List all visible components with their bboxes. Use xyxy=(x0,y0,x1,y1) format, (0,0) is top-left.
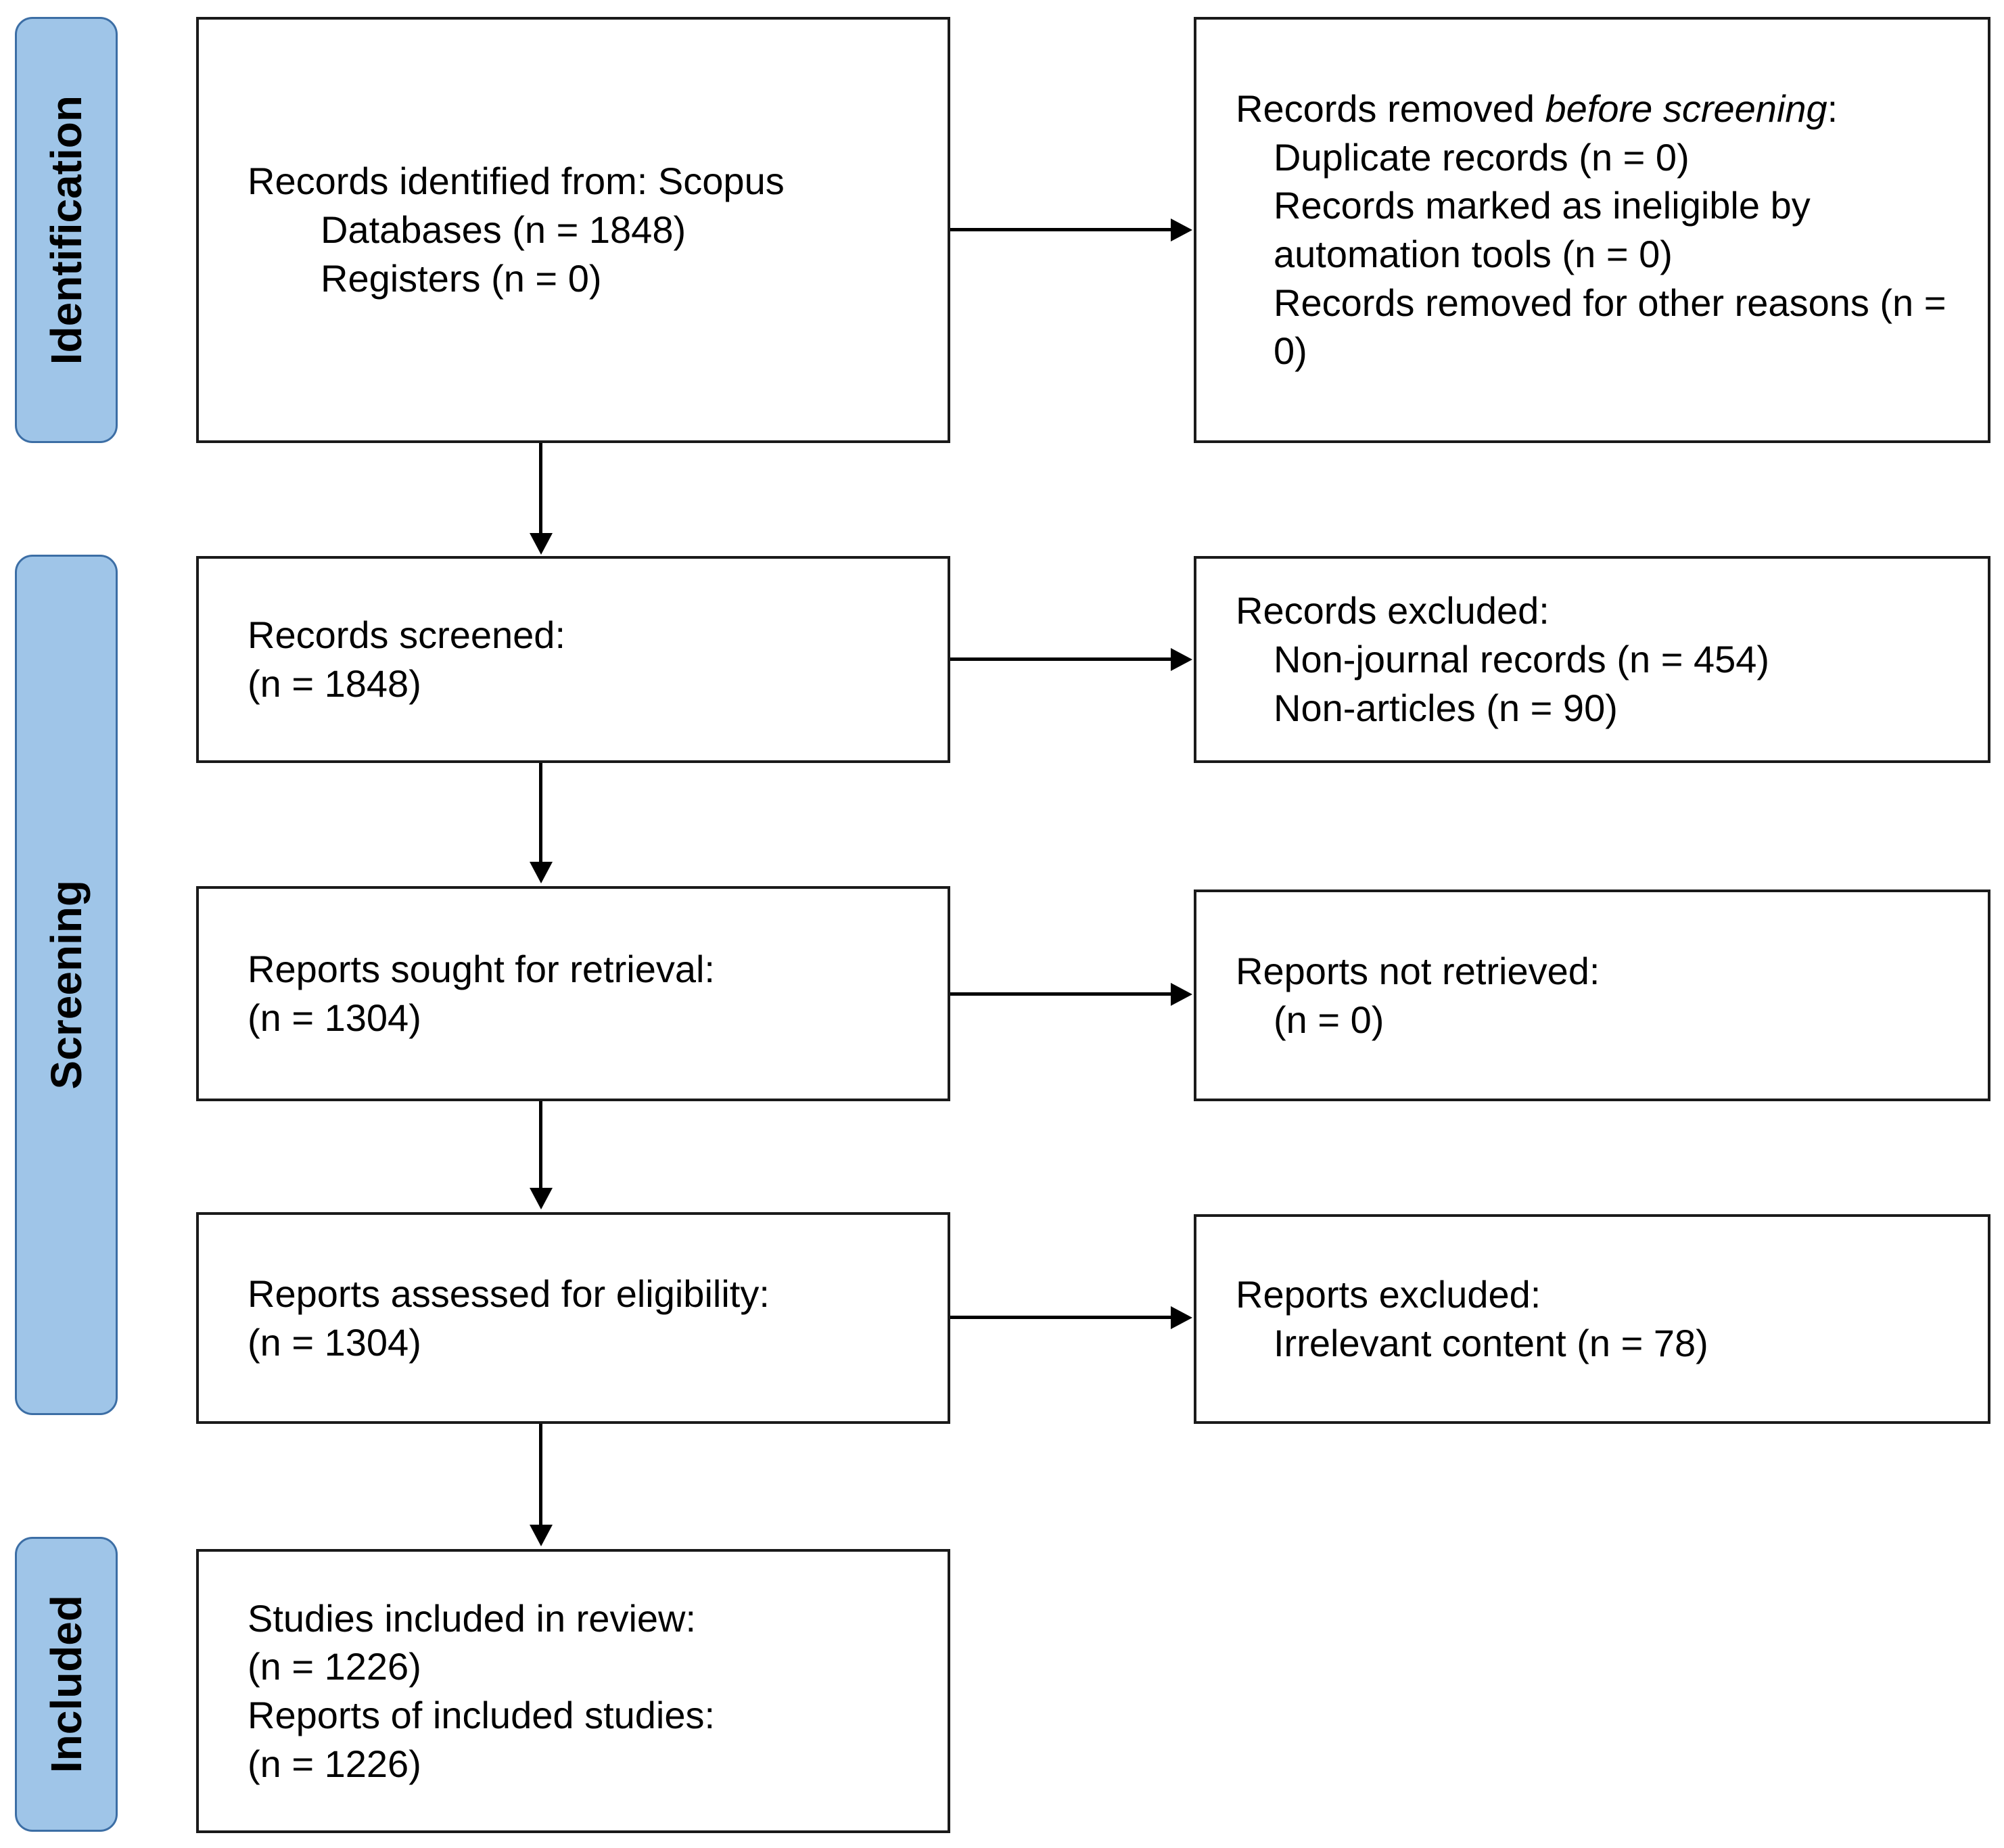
arrow-head xyxy=(1171,983,1192,1006)
arrow-down-assessed-to-included xyxy=(530,1424,553,1546)
arrow-line xyxy=(950,228,1172,231)
arrow-line xyxy=(539,1424,542,1526)
box-reports-sought xyxy=(196,886,950,1101)
text-line: Irrelevant content (n = 78) xyxy=(1274,1322,1708,1364)
stage-screening-label: Screening xyxy=(42,880,91,1090)
box-records-screened xyxy=(196,556,950,763)
box-studies-included xyxy=(196,1549,950,1833)
arrow-right-screened-to-excluded xyxy=(950,648,1192,671)
text-line: (n = 1304) xyxy=(248,996,421,1039)
text-line: Reports assessed for eligibility: xyxy=(248,1272,770,1315)
arrow-line xyxy=(950,992,1172,996)
box-records-identified xyxy=(196,17,950,443)
stage-included xyxy=(15,1537,118,1832)
arrow-head xyxy=(1171,218,1192,241)
text-line: Reports not retrieved: xyxy=(1236,949,1600,992)
text-segment-italic: before screening xyxy=(1545,87,1827,130)
text-line: (n = 1848) xyxy=(248,662,421,705)
text-line: Records removed for other reasons (n = 0) xyxy=(1274,281,1947,373)
text-line: Reports sought for retrieval: xyxy=(248,948,715,991)
arrow-down-sought-to-assessed xyxy=(530,1101,553,1209)
arrow-head xyxy=(1171,648,1192,671)
arrow-head xyxy=(1171,1306,1192,1329)
arrow-down-identified-to-screened xyxy=(530,443,553,555)
text-line: (n = 1304) xyxy=(248,1320,421,1364)
text-line: (n = 1226) xyxy=(248,1645,421,1688)
box-records-excluded xyxy=(1194,556,1990,763)
text-segment: Records removed xyxy=(1236,87,1545,130)
text-line: Non-articles (n = 90) xyxy=(1274,686,1618,729)
text-line xyxy=(1236,85,1961,133)
text-line: Records screened: xyxy=(248,614,566,657)
text-line: Duplicate records (n = 0) xyxy=(1274,135,1690,179)
arrow-head xyxy=(530,1188,553,1209)
text-line: Registers (n = 0) xyxy=(321,256,602,300)
arrow-line xyxy=(950,657,1172,661)
arrow-down-screened-to-sought xyxy=(530,763,553,883)
arrow-line xyxy=(539,1101,542,1189)
box-reports-assessed xyxy=(196,1212,950,1424)
arrow-right-sought-to-not-retrieved xyxy=(950,983,1192,1006)
box-reports-not-retrieved xyxy=(1194,890,1990,1101)
arrow-line xyxy=(950,1316,1172,1319)
text-line: Reports excluded: xyxy=(1236,1273,1541,1316)
box-records-removed xyxy=(1194,17,1990,443)
text-line: Non-journal records (n = 454) xyxy=(1274,638,1770,681)
arrow-head xyxy=(530,533,553,555)
arrow-head xyxy=(530,1525,553,1546)
arrow-head xyxy=(530,862,553,883)
box-reports-excluded xyxy=(1194,1214,1990,1424)
text-line: Records excluded: xyxy=(1236,589,1549,632)
stage-identification-label: Identification xyxy=(42,95,91,365)
text-segment: : xyxy=(1827,87,1838,130)
text-line: (n = 0) xyxy=(1274,998,1384,1041)
stage-included-label: Included xyxy=(42,1595,91,1774)
text-line: Records identified from: Scopus xyxy=(248,160,785,203)
text-line: Databases (n = 1848) xyxy=(321,208,686,252)
arrow-right-identified-to-removed xyxy=(950,218,1192,241)
stage-screening xyxy=(15,555,118,1415)
text-line: Records marked as ineligible by automation tools (n = 0) xyxy=(1274,184,1811,275)
text-line: Reports of included studies: xyxy=(248,1694,716,1736)
arrow-line xyxy=(539,763,542,863)
stage-identification xyxy=(15,17,118,443)
text-line: Studies included in review: xyxy=(248,1596,697,1640)
arrow-right-assessed-to-reports-excluded xyxy=(950,1306,1192,1329)
text-line: (n = 1226) xyxy=(248,1742,421,1785)
arrow-line xyxy=(539,443,542,534)
